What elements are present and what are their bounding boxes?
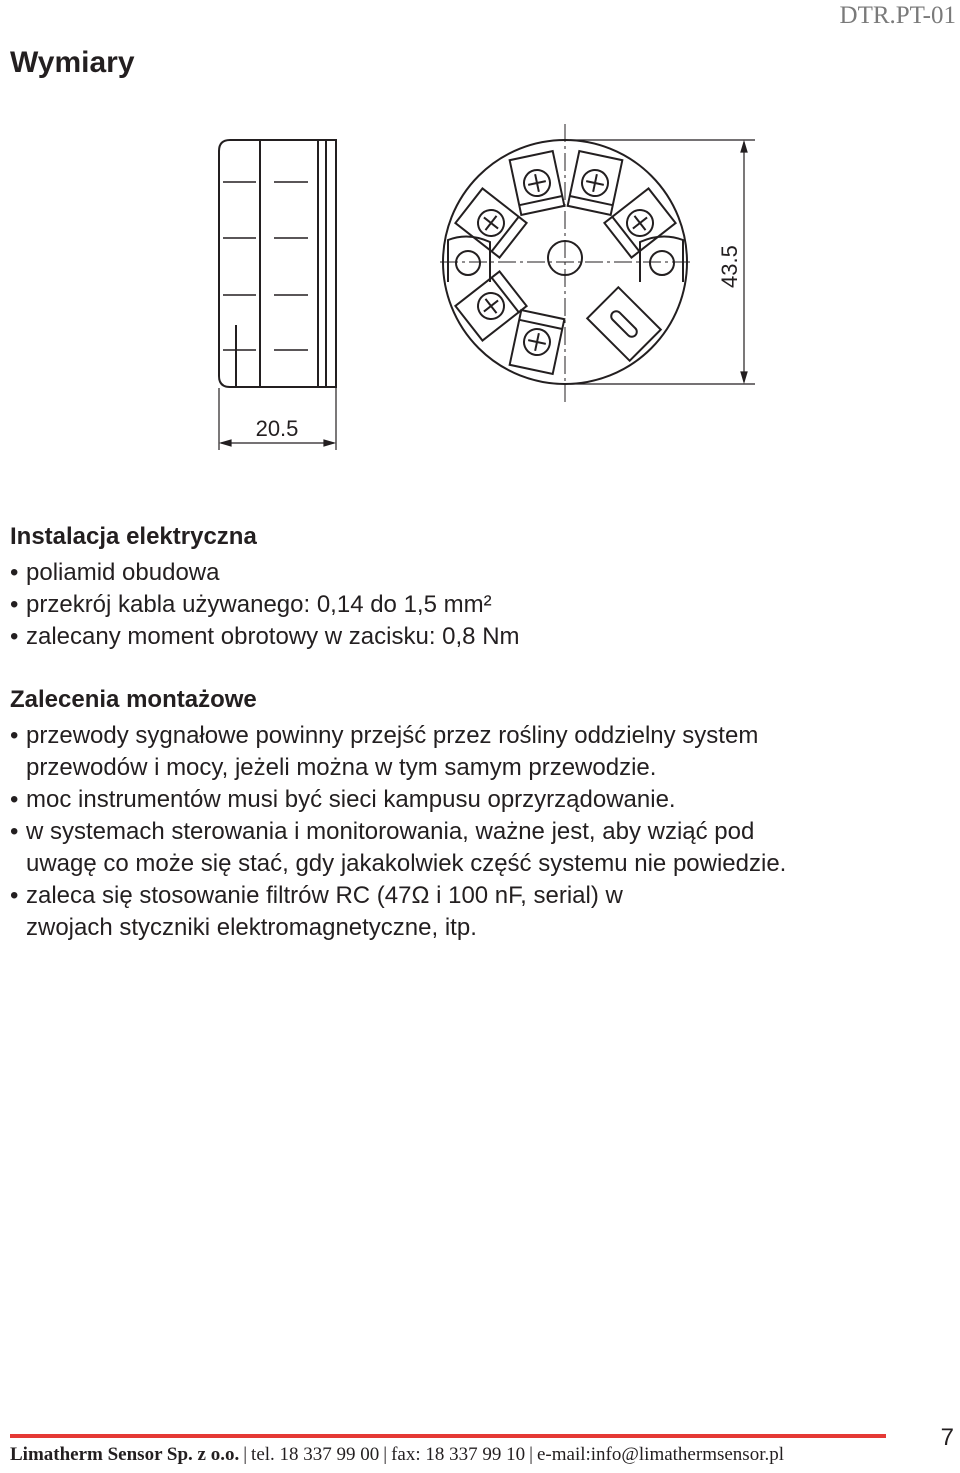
footer-company: Limatherm Sensor Sp. z o.o. [10, 1444, 240, 1465]
side-view [219, 140, 336, 450]
terminal-icon [510, 151, 565, 215]
dimension-drawing [0, 110, 960, 460]
page-number: 7 [940, 1424, 954, 1451]
footer-email[interactable]: e-mail:info@limathermsensor.pl [536, 1444, 784, 1465]
list-item: • moc instrumentów musi być sieci kampusu oprzyrządowanie. [10, 786, 676, 813]
mounting-section [10, 684, 910, 944]
footer-phone: tel. 18 337 99 00 [251, 1444, 380, 1465]
list-item: • poliamid obudowa [10, 559, 220, 586]
electrical-title: Instalacja elektryczna [10, 523, 257, 550]
mounting-list [10, 720, 810, 944]
list-item: • przekrój kabla używanego: 0,14 do 1,5 mm² [10, 591, 492, 618]
width-dimension-label: 20.5 [255, 416, 299, 441]
diameter-dimension-label: 43.5 [717, 245, 742, 288]
footer: Limatherm Sensor Sp. z o.o. | tel. 18 337 99 00 | fax: 18 337 99 10 | e-mail:info@limathermsensor.pl [10, 1444, 784, 1465]
list-item: • w systemach sterowania i monitorowania, ważne jest, aby wziąć pod uwagę co może się stać, gdy jakakolwiek część systemu nie powiedzie. [10, 818, 787, 877]
terminal-icon [568, 151, 623, 215]
footer-fax: fax: 18 337 99 10 [391, 1444, 526, 1465]
terminal-icon [510, 310, 565, 374]
electrical-list [10, 557, 910, 653]
dimensions-title: Wymiary [10, 46, 135, 79]
top-view [440, 124, 690, 402]
list-item: • przewody sygnałowe powinny przejść przez rośliny oddzielny system przewodów i mocy, jeżeli można w tym samym przewodzie. [10, 722, 759, 781]
electrical-section [10, 521, 910, 653]
footer-divider [10, 1434, 886, 1438]
mounting-title: Zalecenia montażowe [10, 686, 257, 713]
list-item: • zalecany moment obrotowy w zacisku: 0,8 Nm [10, 623, 520, 650]
document-code: DTR.PT-01 [839, 2, 956, 29]
list-item: • zaleca się stosowanie filtrów RC (47Ω i 100 nF, serial) w zwojach styczniki elektromagnetyczne, itp. [10, 882, 623, 941]
